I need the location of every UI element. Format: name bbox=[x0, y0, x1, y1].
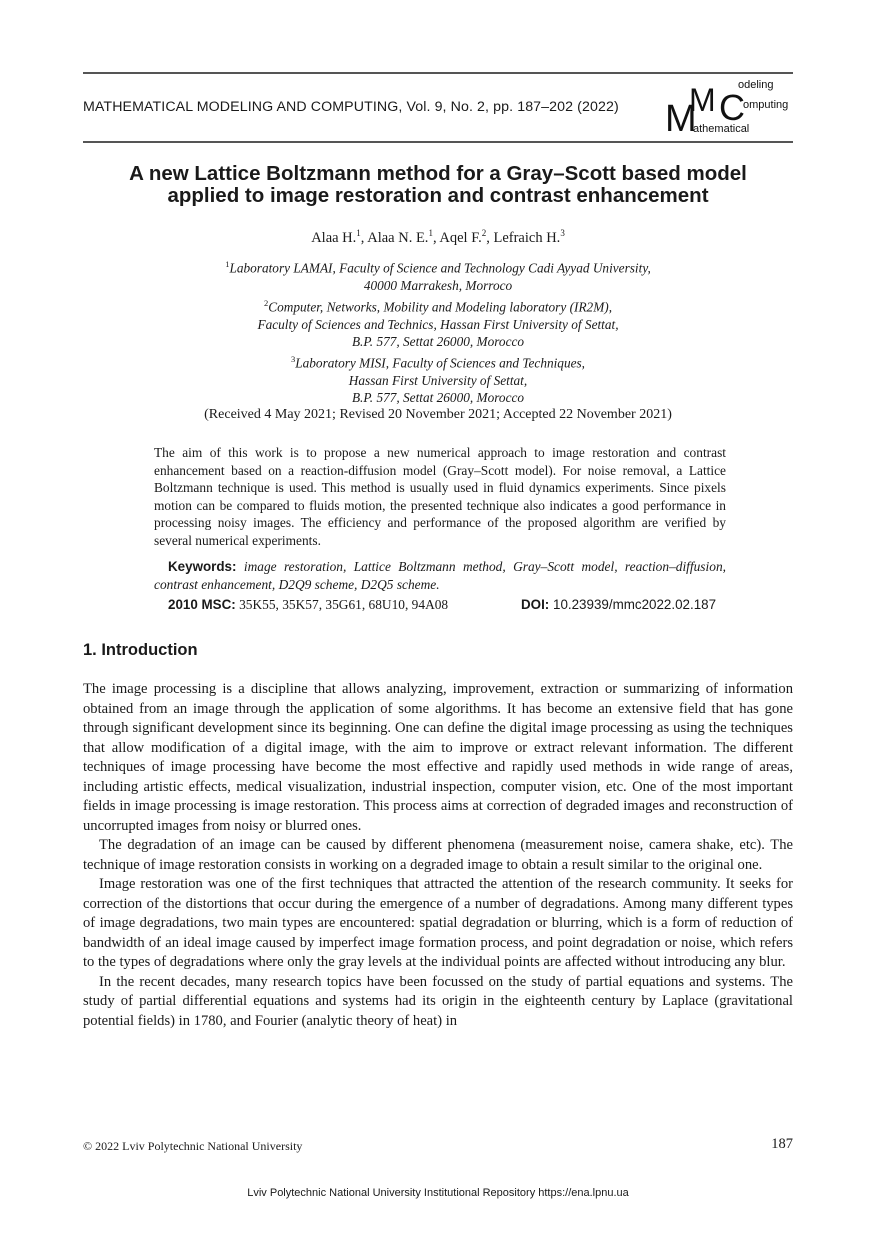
logo-big-m: M bbox=[665, 98, 697, 140]
affiliation-1: $^1$Laboratory LAMAI, Faculty of Science and Technology Cadi Ayyad University, bbox=[225, 259, 651, 276]
affiliation-3-line: B.P. 577, Settat 26000, Morocco bbox=[351, 390, 525, 406]
title-line-1: A new Lattice Boltzmann method for a Gray–Scott based model bbox=[129, 162, 747, 185]
logo-odeling: odeling bbox=[738, 79, 774, 91]
journal-citation: MATHEMATICAL MODELING AND COMPUTING, Vol. 9, No. 2, pp. 187–202 (2022) bbox=[83, 99, 619, 115]
doi-label: DOI: bbox=[521, 597, 550, 612]
keywords-label: Keywords: bbox=[168, 559, 237, 574]
author: Alaa N. E.$^1$, bbox=[367, 228, 440, 246]
section-body bbox=[83, 680, 793, 1031]
top-rule bbox=[83, 72, 793, 74]
journal-logo bbox=[663, 78, 798, 140]
author: Aqel F.$^2$, bbox=[439, 228, 494, 246]
keywords bbox=[154, 558, 726, 593]
submission-dates: (Received 4 May 2021; Revised 20 November 2021; Accepted 22 November 2021) bbox=[204, 407, 672, 422]
msc-label: 2010 MSC: bbox=[168, 597, 236, 612]
repository-notice: Lviv Polytechnic National University Institutional Repository https://ena.lpnu.ua bbox=[247, 1187, 629, 1199]
logo-athematical: athematical bbox=[693, 123, 750, 135]
abstract: The aim of this work is to propose a new numerical approach to image restoration and contrast enhancement based on a reaction-diffusion model (Gray–Scott model). For noise removal, a Lattice Boltzmann technique is used. This method is usually used in fluid dynamics experiments. Since pixels motion can be compared to fluids motion, the presented technique also indicates a good performance in processing noisy images. The efficiency and performance of the proposed algorithm are verified by several numerical experiments. bbox=[154, 445, 726, 548]
page-number: 187 bbox=[771, 1136, 793, 1152]
logo-big-c: C bbox=[719, 87, 745, 128]
affiliation-2-line: Faculty of Sciences and Technics, Hassan First University of Settat, bbox=[257, 316, 619, 332]
paragraph: The degradation of an image can be caused by different phenomena (measurement noise, camera shake, etc). The technique of image restoration consists in working on a degraded image to obtain a result similar to the original one. bbox=[83, 837, 793, 873]
doi bbox=[521, 597, 716, 612]
author: Alaa H.$^1$, bbox=[311, 228, 368, 246]
author: Lefraich H.$^3$ bbox=[493, 228, 565, 246]
affiliation-3-line: Hassan First University of Settat, bbox=[348, 372, 528, 388]
affiliation-3: $^3$Laboratory MISI, Faculty of Sciences and Techniques, bbox=[290, 353, 586, 371]
affiliation-2: $^2$Computer, Networks, Mobility and Modeling laboratory (IR2M), bbox=[263, 297, 613, 315]
affiliations bbox=[83, 256, 793, 407]
header-bottom-rule bbox=[83, 141, 793, 143]
paragraph: The image processing is a discipline that allows analyzing, improvement, extraction or summarizing of information obtained from an image through the application of some algorithms. It has become an extensive field that has gone through significant development since its beginning. One can define the digital image processing as using the techniques that allow modification of a digital image, with the aim to improve or extract relevant information. The different techniques of image processing have become the most effective and rapidly used methods in wide range of areas, including artistic effects, medical visualization, industrial inspection, computer vision, etc. One of the most important fields in image processing is image restoration. This process aims at correction of degraded images and reconstruction of uncorrupted images from noisy or blurred ones. bbox=[83, 681, 793, 834]
logo-omputing: omputing bbox=[743, 99, 789, 111]
paper-title bbox=[83, 163, 793, 207]
copyright: © 2022 Lviv Polytechnic National University bbox=[83, 1139, 303, 1153]
msc-value: 35K55, 35K57, 35G61, 68U10, 94A08 bbox=[239, 597, 449, 612]
paragraph: Image restoration was one of the first techniques that attracted the attention of the research community. It seeks for correction of the distortions that occur during the emergence of a number of degradations. Among many different types of image degradations, two main types are encountered: spatial degradation or blurring, which is a form of reduction of bandwidth of an ideal image caused by imperfect image formation process, and point degradation or noise, which refers to the types of degradations where only the gray levels at the individual points are affected without introducing any blur. bbox=[83, 876, 793, 970]
section-heading: 1. Introduction bbox=[83, 641, 198, 659]
msc-codes bbox=[168, 597, 448, 613]
keywords-value: image restoration, Lattice Boltzmann method, Gray–Scott model, reaction–diffusion, contrast enhancement, D2Q9 scheme, D2Q5 scheme. bbox=[154, 559, 726, 592]
logo-mid-m: M bbox=[689, 82, 716, 118]
title-line-2: applied to image restoration and contrast enhancement bbox=[167, 184, 709, 207]
paragraph: In the recent decades, many research topics have been focussed on the study of partial equations and systems. The study of partial differential equations and systems had its origin in the eighteenth century by Laplace (gravitational potential fields) in 1780, and Fourier (analytic theory of heat) in bbox=[83, 973, 793, 1029]
affiliation-1-line: 40000 Marrakesh, Morroco bbox=[363, 278, 513, 294]
doi-link[interactable]: 10.23939/mmc2022.02.187 bbox=[553, 597, 717, 612]
author-list bbox=[83, 228, 793, 247]
affiliation-2-line: B.P. 577, Settat 26000, Morocco bbox=[351, 334, 525, 350]
